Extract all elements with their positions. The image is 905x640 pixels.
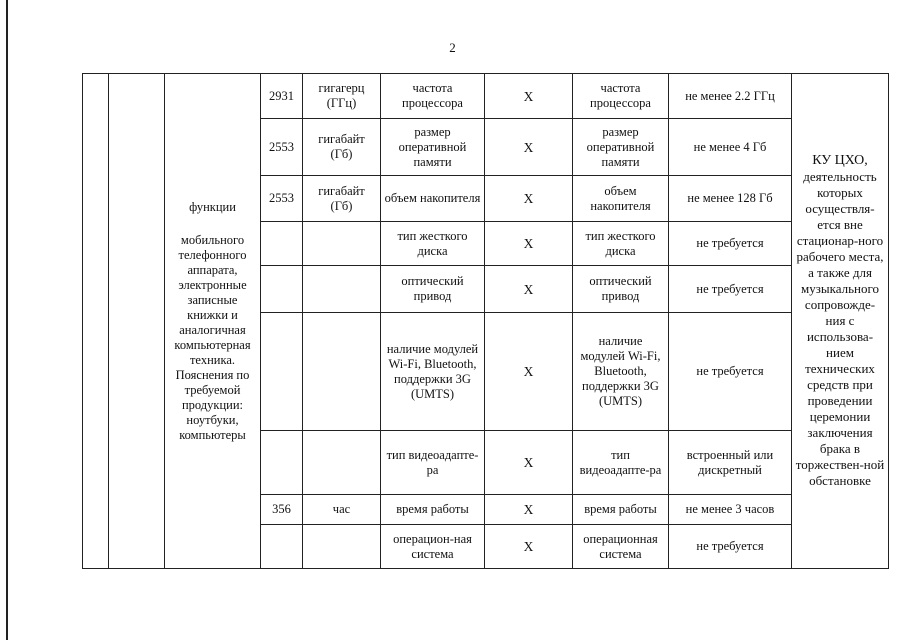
empty-column-cell xyxy=(109,74,165,569)
note-text: деятельность которых осуществля-ется вне стационар-ного рабочего места, а также для музыкального сопровожде-ния с использова-нием технических средств при проведении церемонии заключения брака в торжествен-ной обстановке xyxy=(795,169,885,488)
characteristic-2-cell: операционная система xyxy=(573,525,669,569)
code-cell: 2553 xyxy=(261,119,303,176)
x-mark-cell: X xyxy=(485,74,573,119)
value-cell: не менее 2.2 ГГц xyxy=(669,74,792,119)
code-cell: 2553 xyxy=(261,176,303,222)
code-cell: 356 xyxy=(261,495,303,525)
unit-cell xyxy=(303,266,381,313)
characteristic-cell: тип видеоадапте-ра xyxy=(381,431,485,495)
unit-cell xyxy=(303,313,381,431)
x-mark-cell: X xyxy=(485,495,573,525)
value-cell: не менее 3 часов xyxy=(669,495,792,525)
x-mark-cell: X xyxy=(485,176,573,222)
empty-column-cell xyxy=(83,74,109,569)
table-body xyxy=(83,74,889,569)
characteristic-2-cell: размер оперативной памяти xyxy=(573,119,669,176)
code-cell: 2931 xyxy=(261,74,303,119)
table-row xyxy=(83,74,889,119)
characteristic-2-cell: время работы xyxy=(573,495,669,525)
page-edge-line xyxy=(6,0,8,640)
value-cell: встроенный или дискретный xyxy=(669,431,792,495)
value-cell: не менее 4 Гб xyxy=(669,119,792,176)
description-text: мобильного телефонного аппарата, электронные записные книжки и аналогичная компьютерная техника. Пояснения по требуемой продукции: ноутбуки, компьютеры xyxy=(174,232,251,442)
characteristic-cell: операцион-ная система xyxy=(381,525,485,569)
characteristic-cell: время работы xyxy=(381,495,485,525)
value-cell: не менее 128 Гб xyxy=(669,176,792,222)
value-cell: не требуется xyxy=(669,222,792,266)
code-cell xyxy=(261,525,303,569)
unit-cell: час xyxy=(303,495,381,525)
unit-cell xyxy=(303,525,381,569)
characteristic-cell: наличие модулей Wi-Fi, Bluetooth, поддержки 3G (UMTS) xyxy=(381,313,485,431)
x-mark-cell: X xyxy=(485,431,573,495)
x-mark-cell: X xyxy=(485,222,573,266)
characteristic-2-cell: тип видеоадапте-ра xyxy=(573,431,669,495)
code-cell xyxy=(261,222,303,266)
value-cell: не требуется xyxy=(669,266,792,313)
unit-cell: гигабайт (Гб) xyxy=(303,119,381,176)
characteristic-2-cell: объем накопителя xyxy=(573,176,669,222)
description-first-line: функции xyxy=(189,199,236,214)
characteristic-2-cell: тип жесткого диска xyxy=(573,222,669,266)
specification-table xyxy=(82,73,889,569)
characteristic-2-cell: наличие модулей Wi-Fi, Bluetooth, поддержки 3G (UMTS) xyxy=(573,313,669,431)
characteristic-2-cell: оптический привод xyxy=(573,266,669,313)
characteristic-cell: размер оперативной памяти xyxy=(381,119,485,176)
characteristic-cell: частота процессора xyxy=(381,74,485,119)
code-cell xyxy=(261,313,303,431)
value-cell: не требуется xyxy=(669,525,792,569)
x-mark-cell: X xyxy=(485,266,573,313)
unit-cell: гигагерц (ГГц) xyxy=(303,74,381,119)
x-mark-cell: X xyxy=(485,525,573,569)
characteristic-2-cell: частота процессора xyxy=(573,74,669,119)
x-mark-cell: X xyxy=(485,313,573,431)
unit-cell: гигабайт (Гб) xyxy=(303,176,381,222)
note-cell xyxy=(792,74,889,569)
code-cell xyxy=(261,431,303,495)
value-cell: не требуется xyxy=(669,313,792,431)
page-number: 2 xyxy=(449,40,456,55)
product-description-cell xyxy=(165,74,261,569)
x-mark-cell: X xyxy=(485,119,573,176)
characteristic-cell: оптический привод xyxy=(381,266,485,313)
unit-cell xyxy=(303,431,381,495)
note-first-line: КУ ЦХО, xyxy=(812,153,868,168)
characteristic-cell: объем накопителя xyxy=(381,176,485,222)
unit-cell xyxy=(303,222,381,266)
code-cell xyxy=(261,266,303,313)
characteristic-cell: тип жесткого диска xyxy=(381,222,485,266)
